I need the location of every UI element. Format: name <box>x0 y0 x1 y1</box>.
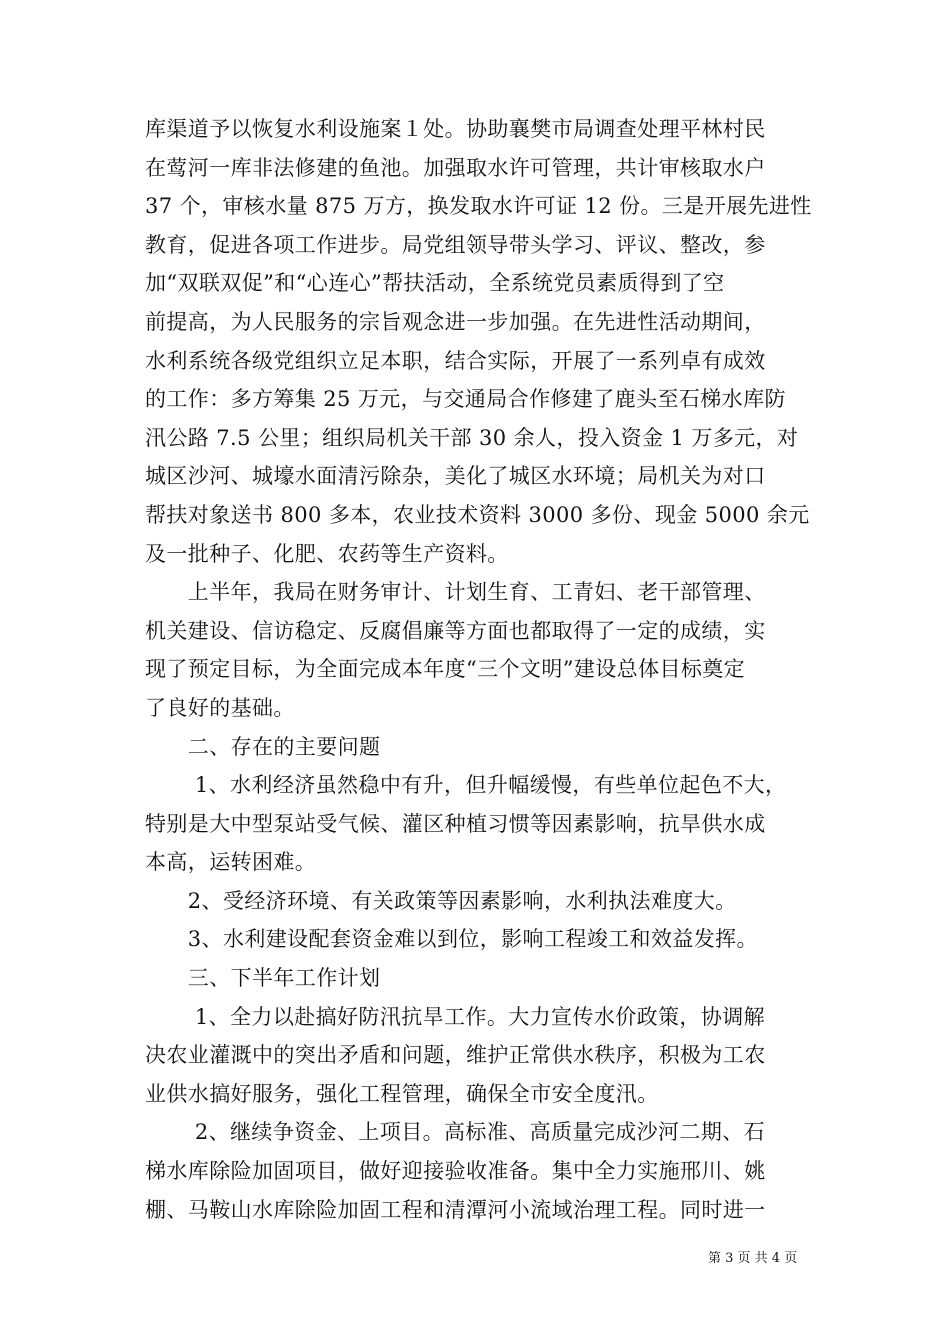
text-line-14: 机关建设、信访稳定、反腐倡廉等方面也都取得了一定的成绩，实 <box>145 618 766 643</box>
text-line-20: 本高，运转困难。 <box>145 850 317 875</box>
text-line-24: 1、全力以赴搞好防汛抗旱工作。大力宣传水价政策，协调解 <box>145 1004 766 1029</box>
text-line-8: 的工作：多方筹集 25 万元，与交通局合作修建了鹿头至石梯水库防 <box>145 387 786 412</box>
text-line-27: 2、继续争资金、上项目。高标准、高质量完成沙河二期、石 <box>145 1120 766 1145</box>
section-heading-problems: 二、存在的主要问题 <box>145 734 381 759</box>
text-line-5: 加“双联双促”和“心连心”帮扶活动，全系统党员素质得到了空 <box>145 271 725 296</box>
text-line-19: 特别是大中型泵站受气候、灌区种植习惯等因素影响，抗旱供水成 <box>145 811 766 836</box>
text-line-10: 城区沙河、城壕水面清污除杂，美化了城区水环境；局机关为对口 <box>145 464 766 489</box>
text-line-28: 梯水库除险加固项目，做好迎接验收准备。集中全力实施邢川、姚 <box>145 1159 766 1184</box>
text-line-25: 决农业灌溉中的突出矛盾和问题，维护正常供水秩序，积极为工农 <box>145 1043 766 1068</box>
page-number-footer: 第 3 页 共 4 页 <box>708 1251 798 1266</box>
document-body <box>145 110 810 1229</box>
text-line-11: 帮扶对象送书 800 多本，农业技术资料 3000 多份、现金 5000 余元 <box>145 502 810 527</box>
text-line-6: 前提高，为人民服务的宗旨观念进一步加强。在先进性活动期间， <box>145 309 766 334</box>
text-line-29: 棚、马鞍山水库除险加固工程和清潭河小流域治理工程。同时进一 <box>145 1197 766 1222</box>
text-line-13: 上半年，我局在财务审计、计划生育、工青妇、老干部管理、 <box>145 580 766 605</box>
text-line-2: 在莺河一库非法修建的鱼池。加强取水许可管理，共计审核取水户 <box>145 155 766 180</box>
text-line-7: 水利系统各级党组织立足本职，结合实际，开展了一系列卓有成效 <box>145 348 766 373</box>
text-line-18: 1、水利经济虽然稳中有升，但升幅缓慢，有些单位起色不大， <box>145 773 787 798</box>
text-line-16: 了良好的基础。 <box>145 695 295 720</box>
section-heading-plan: 三、下半年工作计划 <box>145 966 381 991</box>
text-line-15: 现了预定目标，为全面完成本年度“三个文明”建设总体目标奠定 <box>145 657 746 682</box>
text-line-9: 汛公路 7.5 公里；组织局机关干部 30 余人，投入资金 1 万多元，对 <box>145 425 799 450</box>
text-line-1: 库渠道予以恢复水利设施案１处。协助襄樊市局调查处理平林村民 <box>145 117 766 141</box>
text-line-3: 37 个，审核水量 875 万方，换发取水许可证 12 份。三是开展先进性 <box>145 194 812 219</box>
text-line-12: 及一批种子、化肥、农药等生产资料。 <box>145 541 509 566</box>
text-line-21: 2、受经济环境、有关政策等因素影响，水利执法难度大。 <box>145 888 737 913</box>
text-line-26: 业供水搞好服务，强化工程管理，确保全市安全度汛。 <box>145 1081 659 1106</box>
text-line-4: 教育，促进各项工作进步。局党组领导带头学习、评议、整改，参 <box>145 232 766 257</box>
text-line-22: 3、水利建设配套资金难以到位，影响工程竣工和效益发挥。 <box>145 927 758 952</box>
